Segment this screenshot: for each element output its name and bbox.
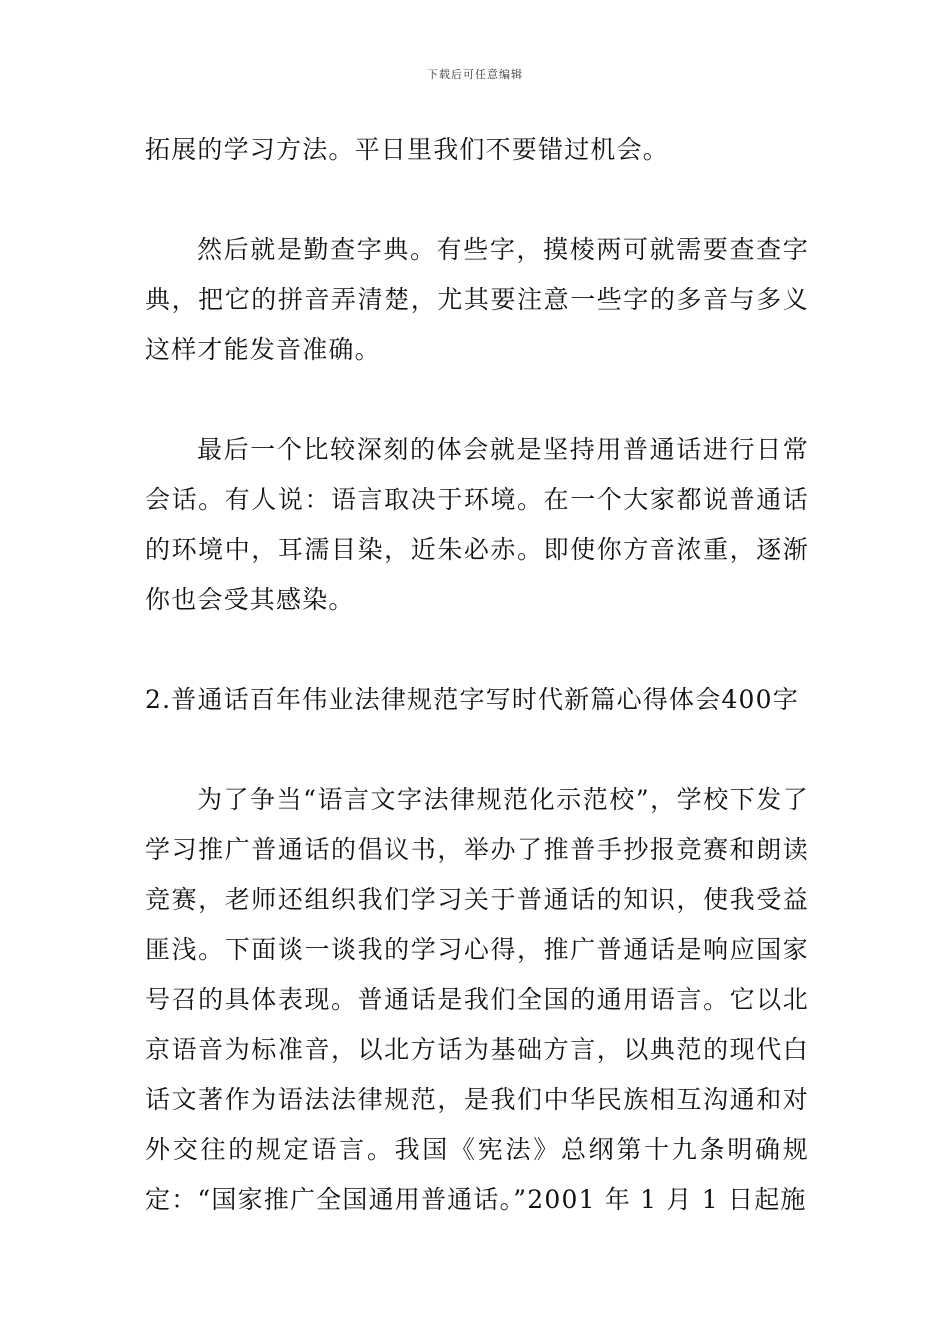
paragraph-daily-conversation: 最后一个比较深刻的体会就是坚持用普通话进行日常会话。有人说：语言取决于环境。在一个大家都说普通话的环境中，耳濡目染，近朱必赤。即使你方音浓重，逐渐你也会受其感染。 [145,435,809,614]
section-heading: 2.普通话百年伟业法律规范字写时代新篇心得体会400字 [145,685,799,714]
page-header-note: 下载后可任意编辑 [427,68,523,81]
paragraph-dictionary: 然后就是勤查字典。有些字，摸棱两可就需要查查字典，把它的拼音弄清楚，尤其要注意一些字的多音与多义这样才能发音准确。 [145,235,809,364]
section-paragraph: 为了争当“语言文字法律规范化示范校”，学校下发了学习推广普通话的倡议书，举办了推普手抄报竞赛和朗读竞赛，老师还组织我们学习关于普通话的知识，使我受益匪浅。下面谈一谈我的学习心得，推广普通话是响应国家号召的具体表现。普通话是我们全国的通用语言。它以北京语音为标准音，以北方话为基础方言，以典范的现代白话文著作为语法法律规范，是我们中华民族相互沟通和对外交往的规定语言。我国《宪法》总纲第十九条明确规定：“国家推广全国通用普通话。”2001 年 1 月 1 日起施 [145,785,809,1214]
paragraph-continuation: 拓展的学习方法。平日里我们不要错过机会。 [145,135,670,164]
